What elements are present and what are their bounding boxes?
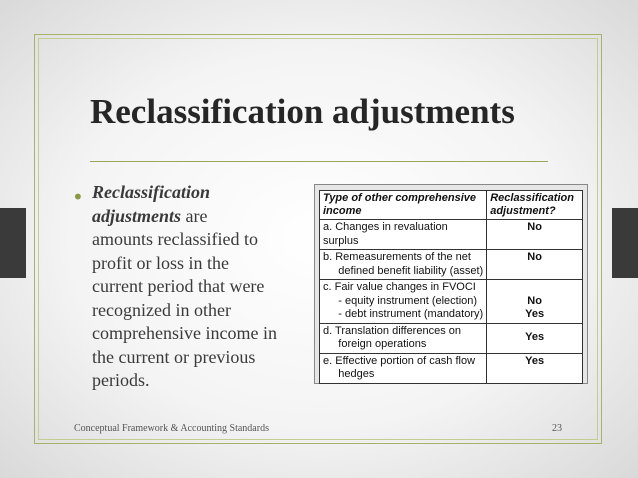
row-line: c. Fair value changes in FVOCI: [323, 281, 476, 293]
oci-table-image: [314, 184, 588, 384]
bullet-text: [92, 181, 304, 393]
answer: Yes: [525, 331, 545, 344]
table-row: [320, 323, 583, 353]
bullet-term-2: adjustments: [92, 205, 182, 226]
bullet-line: recognized in other: [92, 299, 231, 320]
bullet-term: Reclassification: [92, 182, 210, 202]
row-answer: [487, 280, 583, 324]
header-type-line: income: [323, 205, 362, 217]
footer-caption: Conceptual Framework & Accounting Standards: [74, 423, 269, 434]
answer: Yes: [525, 354, 545, 367]
row-answer: [487, 250, 583, 280]
row-line: a. Changes in revaluation surplus: [323, 221, 448, 247]
answer: Yes: [525, 308, 545, 320]
bullet-line: comprehensive income in: [92, 323, 277, 343]
row-line: foreign operations: [323, 338, 427, 350]
bullet-text-are: are: [181, 205, 208, 226]
oci-table: [319, 190, 583, 384]
row-line: - debt instrument (mandatory): [323, 308, 484, 320]
table-row: [320, 220, 583, 250]
bullet-line: current period that were: [92, 276, 265, 296]
answer: No: [527, 294, 542, 307]
row-type: [320, 353, 487, 383]
row-line: e. Effective portion of cash flow: [323, 354, 476, 367]
right-edge-tab: [612, 208, 638, 278]
table-row: [320, 280, 583, 324]
page-number: 23: [552, 423, 562, 434]
row-line: hedges: [323, 368, 375, 380]
answer: No: [527, 251, 542, 263]
row-line: - equity instrument (election): [323, 294, 478, 307]
row-line: defined benefit liability (asset): [323, 264, 484, 277]
row-line: b. Remeasurements of the net: [323, 251, 471, 263]
table-row: [320, 353, 583, 383]
row-answer: [487, 323, 583, 353]
row-answer: [487, 353, 583, 383]
row-type: [320, 280, 487, 324]
slide-title: Reclassification adjustments: [90, 92, 515, 131]
bullet-line: the current or previous: [92, 346, 256, 367]
row-type: [320, 323, 487, 353]
bullet-line: profit or loss in the: [92, 252, 229, 273]
left-edge-tab: [0, 208, 26, 278]
row-answer: [487, 220, 583, 250]
header-type-line: Type of other comprehensive: [323, 192, 477, 204]
row-line: d. Translation differences on: [323, 324, 461, 337]
row-type: [320, 220, 487, 250]
bullet-icon: •: [72, 185, 84, 209]
bullet-line: amounts reclassified to: [92, 229, 258, 249]
header-type: [320, 191, 487, 220]
answer: No: [527, 221, 542, 233]
bullet-line: periods.: [92, 370, 150, 390]
table-row: [320, 250, 583, 280]
title-divider: [90, 161, 548, 162]
table-header-row: [320, 191, 583, 220]
header-adjustment: Reclassification adjustment?: [487, 191, 583, 220]
row-type: [320, 250, 487, 280]
